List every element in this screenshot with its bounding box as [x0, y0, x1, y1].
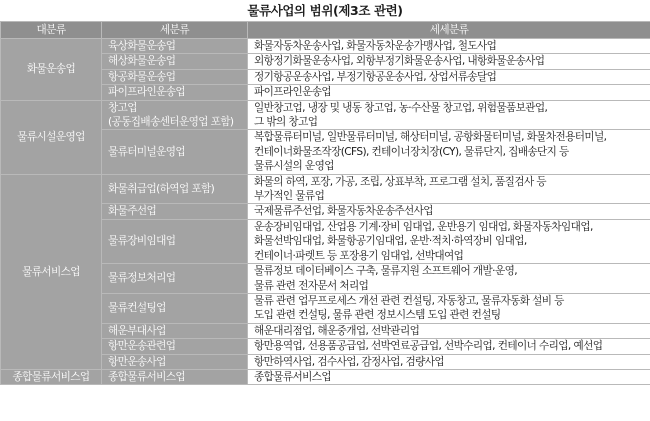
detail-category-text: 화물자동차운송사업, 화물자동차운송가맹사업, 철도사업 — [254, 39, 650, 53]
sub-category-text: 창고업 — [108, 101, 247, 115]
sub-category-cell — [102, 204, 248, 219]
detail-category-text: 화물의 하역, 포장, 가공, 조립, 상표부착, 프로그램 설치, 품질검사 등 — [254, 175, 650, 189]
detail-category-cell — [248, 69, 650, 84]
detail-category-cell — [248, 204, 650, 219]
detail-category-text: 물류정보 데이터베이스 구축, 물류지원 소프트웨어 개발·운영, — [254, 264, 650, 278]
detail-category-text: 컨테이너·파렛트 등 포장용기 임대업, 선박대여업 — [254, 249, 650, 263]
sub-category-text: 파이프라인운송업 — [108, 85, 247, 99]
sub-category-cell — [102, 54, 248, 69]
detail-category-cell — [248, 100, 650, 130]
detail-category-text: 파이프라인운송업 — [254, 85, 650, 99]
sub-category-text: 물류터미널운영업 — [108, 145, 247, 159]
sub-category-cell — [102, 369, 248, 384]
major-category-cell: 물류시설운영업 — [1, 100, 102, 174]
detail-category-text: 부가적인 물류업 — [254, 189, 650, 203]
table-row — [1, 100, 650, 130]
sub-category-text: 항만운송관련업 — [108, 339, 247, 353]
detail-category-text: 그 밖의 창고업 — [254, 115, 650, 129]
detail-category-text: 종합물류서비스업 — [254, 370, 650, 384]
sub-category-cell — [102, 354, 248, 369]
detail-category-cell — [248, 174, 650, 204]
detail-category-text: 일반창고업, 냉장 및 냉동 창고업, 농·수산물 창고업, 위험물품보관업, — [254, 101, 650, 115]
major-category-cell: 물류서비스업 — [1, 174, 102, 369]
detail-category-cell — [248, 130, 650, 174]
sub-category-text: 육상화물운송업 — [108, 39, 247, 53]
detail-category-text: 해운대리점업, 해운중개업, 선박관리업 — [254, 324, 650, 338]
detail-category-text: 국제물류주선업, 화물자동차운송주선사업 — [254, 204, 650, 218]
sub-category-cell — [102, 130, 248, 174]
detail-category-text: 외항정기화물운송사업, 외항부정기화물운송사업, 내항화물운송사업 — [254, 54, 650, 68]
sub-category-cell — [102, 39, 248, 54]
table-row — [1, 174, 650, 204]
detail-category-text: 물류시설의 운영업 — [254, 159, 650, 173]
sub-category-cell — [102, 264, 248, 294]
logistics-scope-table — [0, 21, 650, 385]
major-category-cell: 화물운송업 — [1, 39, 102, 101]
sub-category-text: 화물취급업(하역업 포함) — [108, 182, 247, 196]
sub-category-cell — [102, 293, 248, 323]
detail-category-text: 물류 관련 전자문서 처리업 — [254, 279, 650, 293]
sub-category-text: 해운부대사업 — [108, 324, 247, 338]
sub-category-cell — [102, 219, 248, 263]
detail-category-text: 복합물류터미널, 일반물류터미널, 해상터미널, 공항화물터미널, 화물차전용터미널, — [254, 130, 650, 144]
table-header-row — [1, 22, 650, 39]
sub-category-text: 해상화물운송업 — [108, 54, 247, 68]
table-body — [1, 39, 650, 385]
detail-category-text: 화물선박임대업, 화물항공기임대업, 운반·적치·하역장비 임대업, — [254, 234, 650, 248]
sub-category-text: (공동집배송센터운영업 포함) — [108, 115, 247, 129]
major-category-cell: 종합물류서비스업 — [1, 369, 102, 384]
sub-category-cell — [102, 174, 248, 204]
sub-category-text: 항만운송사업 — [108, 355, 247, 369]
sub-category-cell — [102, 339, 248, 354]
sub-category-text: 항공화물운송업 — [108, 70, 247, 84]
sub-category-text: 물류컨설팅업 — [108, 301, 247, 315]
detail-category-text: 항만하역사업, 검수사업, 감정사업, 검량사업 — [254, 355, 650, 369]
sub-category-text: 물류장비임대업 — [108, 234, 247, 248]
header-sub-category: 세분류 — [102, 22, 248, 39]
detail-category-cell — [248, 219, 650, 263]
sub-category-cell — [102, 69, 248, 84]
table-row — [1, 39, 650, 54]
detail-category-cell — [248, 85, 650, 100]
detail-category-cell — [248, 323, 650, 338]
sub-category-cell — [102, 100, 248, 130]
detail-category-text: 운송장비임대업, 산업용 기계·장비 임대업, 운반용기 임대업, 화물자동차임대업, — [254, 220, 650, 234]
page-title: 물류사업의 범위(제3조 관련) — [0, 1, 650, 21]
sub-category-text: 화물주선업 — [108, 204, 247, 218]
header-detail-category: 세세분류 — [248, 22, 650, 39]
detail-category-cell — [248, 293, 650, 323]
detail-category-text: 정기항공운송사업, 부정기항공운송사업, 상업서류송달업 — [254, 70, 650, 84]
detail-category-cell — [248, 39, 650, 54]
detail-category-cell — [248, 339, 650, 354]
header-major-category: 대분류 — [1, 22, 102, 39]
detail-category-text: 물류 관련 업무프로세스 개선 관련 컨설팅, 자동창고, 물류자동화 설비 등 — [254, 294, 650, 308]
detail-category-text: 도입 관련 컨설팅, 물류 관련 정보시스템 도입 관련 컨설팅 — [254, 308, 650, 322]
sub-category-text: 물류정보처리업 — [108, 271, 247, 285]
detail-category-cell — [248, 354, 650, 369]
table-row — [1, 369, 650, 384]
sub-category-cell — [102, 323, 248, 338]
sub-category-cell — [102, 85, 248, 100]
detail-category-cell — [248, 264, 650, 294]
sub-category-text: 종합물류서비스업 — [108, 370, 247, 384]
detail-category-cell — [248, 54, 650, 69]
detail-category-cell — [248, 369, 650, 384]
detail-category-text: 항만용역업, 선용품공급업, 선박연료공급업, 선박수리업, 컨테이너 수리업, 예선업 — [254, 339, 650, 353]
detail-category-text: 컨테이너화물조작장(CFS), 컨테이너장치장(CY), 물류단지, 집배송단지 등 — [254, 145, 650, 159]
